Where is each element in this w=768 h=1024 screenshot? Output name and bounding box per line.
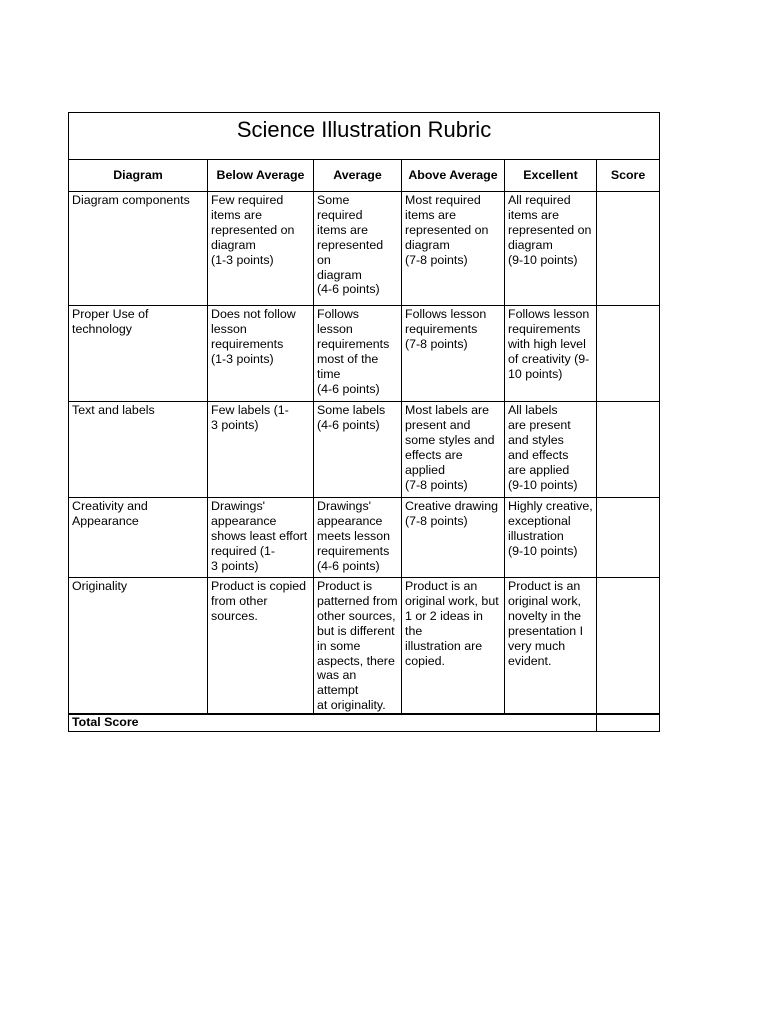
rubric-title: Science Illustration Rubric [69,113,660,160]
score-cell[interactable] [597,578,660,715]
average-cell: Follows lesson requirements most of the time (4-6 points) [314,306,402,402]
excellent-cell: All required items are represented on diagram (9-10 points) [505,192,597,306]
above-average-cell: Follows lesson requirements (7-8 points) [402,306,505,402]
average-cell: Drawings' appearance meets lesson requirements (4-6 points) [314,498,402,578]
above-average-cell: Creative drawing (7-8 points) [402,498,505,578]
below-average-cell: Few required items are represented on diagram (1-3 points) [208,192,314,306]
below-average-cell: Product is copied from other sources. [208,578,314,715]
above-average-cell: Product is an original work, but 1 or 2 ideas in the illustration are copied. [402,578,505,715]
header-above-average: Above Average [402,160,505,192]
average-cell: Product is patterned from other sources, but is different in some aspects, there was an attempt at originality. [314,578,402,715]
excellent-cell: Product is an original work, novelty in the presentation I very much evident. [505,578,597,715]
above-average-cell: Most labels are present and some styles and effects are applied (7-8 points) [402,402,505,498]
total-row [69,714,660,732]
header-excellent: Excellent [505,160,597,192]
table-row [69,192,660,306]
table-row [69,498,660,578]
excellent-cell: All labels are present and styles and effects are applied (9-10 points) [505,402,597,498]
criterion-cell: Originality [69,578,208,715]
average-cell: Some labels (4-6 points) [314,402,402,498]
score-cell[interactable] [597,402,660,498]
score-cell[interactable] [597,498,660,578]
score-cell[interactable] [597,192,660,306]
criterion-cell: Creativity and Appearance [69,498,208,578]
table-row [69,578,660,715]
excellent-cell: Follows lesson requirements with high level of creativity (9- 10 points) [505,306,597,402]
table-row [69,306,660,402]
average-cell: Some required items are represented on diagram (4-6 points) [314,192,402,306]
excellent-cell: Highly creative, exceptional illustration (9-10 points) [505,498,597,578]
below-average-cell: Drawings' appearance shows least effort required (1- 3 points) [208,498,314,578]
header-row [69,160,660,192]
total-score-label: Total Score [69,714,597,732]
criterion-cell: Diagram components [69,192,208,306]
score-cell[interactable] [597,306,660,402]
above-average-cell: Most required items are represented on diagram (7-8 points) [402,192,505,306]
header-score: Score [597,160,660,192]
table-row [69,402,660,498]
rubric-table [68,112,660,732]
below-average-cell: Does not follow lesson requirements (1-3 points) [208,306,314,402]
header-below-average: Below Average [208,160,314,192]
header-average: Average [314,160,402,192]
below-average-cell: Few labels (1- 3 points) [208,402,314,498]
total-score-cell[interactable] [597,714,660,732]
criterion-cell: Text and labels [69,402,208,498]
header-diagram: Diagram [69,160,208,192]
criterion-cell: Proper Use of technology [69,306,208,402]
